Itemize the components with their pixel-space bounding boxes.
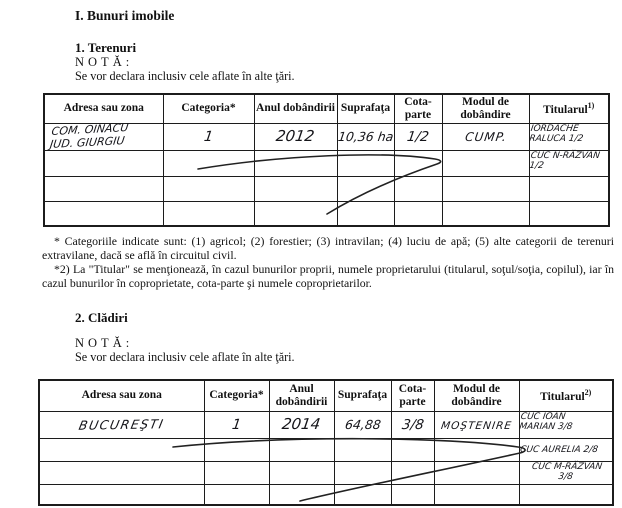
handwritten-titular-2: CUC N-RĂZVAN 1/2 [528, 151, 600, 172]
empty-cell [254, 202, 337, 226]
buildings-table-header-row [39, 380, 613, 411]
empty-cell [44, 151, 163, 177]
handwritten-titular-3: CUC M-RĂZVAN 3/8 [530, 461, 603, 482]
cell-modul [434, 411, 519, 438]
cell-modul [442, 123, 529, 151]
footnote-categories: * Categoriile indicate sunt: (1) agricol; (2) forestier; (3) intravilan; (4) luciu de apă; (5) alte categorii de terenuri extravilane, dacă se află în circuitul civil. [42, 234, 614, 262]
section-land-heading: 1. Terenuri [75, 40, 137, 55]
cell-categoria [163, 123, 254, 151]
empty-cell [394, 151, 442, 177]
land-row-2 [44, 151, 609, 177]
handwritten-cota: 3/8 [400, 416, 425, 433]
empty-cell [334, 438, 391, 461]
empty-cell [39, 484, 204, 505]
cell-titular [519, 411, 613, 438]
column-header-categoria: Categoria* [163, 94, 254, 123]
empty-cell [434, 484, 519, 505]
handwritten-titular-2: CUC AURELIA 2/8 [518, 444, 599, 455]
handwritten-cota: 1/2 [406, 128, 431, 145]
empty-cell [519, 484, 613, 505]
handwritten-suprafata: 10,36 ha [336, 128, 395, 144]
empty-cell [44, 177, 163, 202]
handwritten-modul: CUMP. [463, 129, 508, 144]
empty-cell [529, 177, 609, 202]
handwritten-modul: MOŞTENIRE [440, 419, 513, 432]
footnotes [42, 234, 614, 290]
column-header-modul: Modul de dobândire [434, 380, 519, 411]
empty-cell [442, 151, 529, 177]
empty-cell [39, 461, 204, 484]
handwritten-adresa: COM. OINACU JUD. GIURGIU [49, 120, 130, 151]
column-header-titular-label: Titularul [543, 103, 588, 116]
empty-cell [442, 177, 529, 202]
empty-cell [442, 202, 529, 226]
handwritten-suprafata: 64,88 [343, 416, 382, 432]
buildings-row-3 [39, 461, 613, 484]
empty-cell [334, 461, 391, 484]
empty-cell [337, 177, 394, 202]
empty-cell [163, 177, 254, 202]
column-header-anul: Anul dobândirii [254, 94, 337, 123]
handwritten-titular: IORDACHE RALUCA 1/2 [528, 123, 584, 144]
buildings-row-1 [39, 411, 613, 438]
cell-adresa [39, 411, 204, 438]
empty-cell [337, 151, 394, 177]
column-header-anul: Anul dobândirii [269, 380, 334, 411]
land-row-3 [44, 177, 609, 202]
cell-suprafata [337, 123, 394, 151]
cell-cota [394, 123, 442, 151]
column-header-adresa: Adresa sau zona [44, 94, 163, 123]
empty-cell [337, 202, 394, 226]
column-header-cota: Cota-parte [391, 380, 434, 411]
part-title: I. Bunuri imobile [75, 8, 175, 23]
column-header-categoria: Categoria* [204, 380, 269, 411]
empty-cell [39, 438, 204, 461]
section-buildings-heading: 2. Clădiri [75, 310, 128, 325]
empty-cell [269, 484, 334, 505]
buildings-note-text: Se vor declara inclusiv cele aflate în alte ţări. [75, 350, 295, 364]
cell-categoria [204, 411, 269, 438]
handwritten-anul: 2012 [275, 126, 316, 145]
titular-footnote-marker: 1) [587, 100, 595, 110]
buildings-table [38, 379, 614, 506]
land-table-header-row [44, 94, 609, 123]
cell-titular [529, 151, 609, 177]
handwritten-categoria: 1 [230, 416, 243, 433]
empty-cell [434, 461, 519, 484]
empty-cell [391, 461, 434, 484]
cell-suprafata [334, 411, 391, 438]
empty-cell [269, 438, 334, 461]
column-header-modul: Modul de dobândire [442, 94, 529, 123]
cell-titular [519, 438, 613, 461]
buildings-note-label: NOTĂ: [75, 336, 134, 350]
empty-cell [391, 484, 434, 505]
cell-anul [254, 123, 337, 151]
titular-footnote-marker: 2) [584, 387, 592, 397]
empty-cell [254, 151, 337, 177]
empty-cell [204, 484, 269, 505]
handwritten-anul: 2014 [281, 414, 322, 433]
column-header-suprafata: Suprafaţa [334, 380, 391, 411]
empty-cell [254, 177, 337, 202]
cell-titular [519, 461, 613, 484]
land-note-label: NOTĂ: [75, 55, 134, 69]
column-header-titular [519, 380, 613, 411]
land-row-4 [44, 202, 609, 226]
column-header-titular [529, 94, 609, 123]
empty-cell [204, 461, 269, 484]
cell-anul [269, 411, 334, 438]
handwritten-adresa: BUCUREŞTI [77, 415, 166, 433]
handwritten-categoria: 1 [202, 128, 215, 145]
land-note-text: Se vor declara inclusiv cele aflate în alte ţări. [75, 69, 295, 83]
empty-cell [391, 438, 434, 461]
empty-cell [394, 177, 442, 202]
cell-adresa [44, 120, 163, 151]
footnote-titular: *2) La "Titular" se menţionează, în cazul bunurilor proprii, numele proprietarului (titularul, soţul/soţia, copilul), iar în cazul bunurilor în coproprietate, cota-parte şi numele coproprietarilor. [42, 262, 614, 290]
column-header-adresa: Adresa sau zona [39, 380, 204, 411]
cell-titular [529, 123, 609, 151]
column-header-titular-label: Titularul [540, 390, 585, 403]
empty-cell [269, 461, 334, 484]
column-header-suprafata: Suprafaţa [337, 94, 394, 123]
buildings-row-4 [39, 484, 613, 505]
empty-cell [434, 438, 519, 461]
empty-cell [529, 202, 609, 226]
buildings-row-2 [39, 438, 613, 461]
empty-cell [44, 202, 163, 226]
land-row-1 [44, 123, 609, 151]
column-header-cota: Cota-parte [394, 94, 442, 123]
land-table [43, 93, 610, 227]
empty-cell [394, 202, 442, 226]
empty-cell [163, 202, 254, 226]
handwritten-titular: CUC IOAN MARIAN 3/8 [518, 411, 573, 432]
empty-cell [204, 438, 269, 461]
empty-cell [163, 151, 254, 177]
empty-cell [334, 484, 391, 505]
cell-cota [391, 411, 434, 438]
